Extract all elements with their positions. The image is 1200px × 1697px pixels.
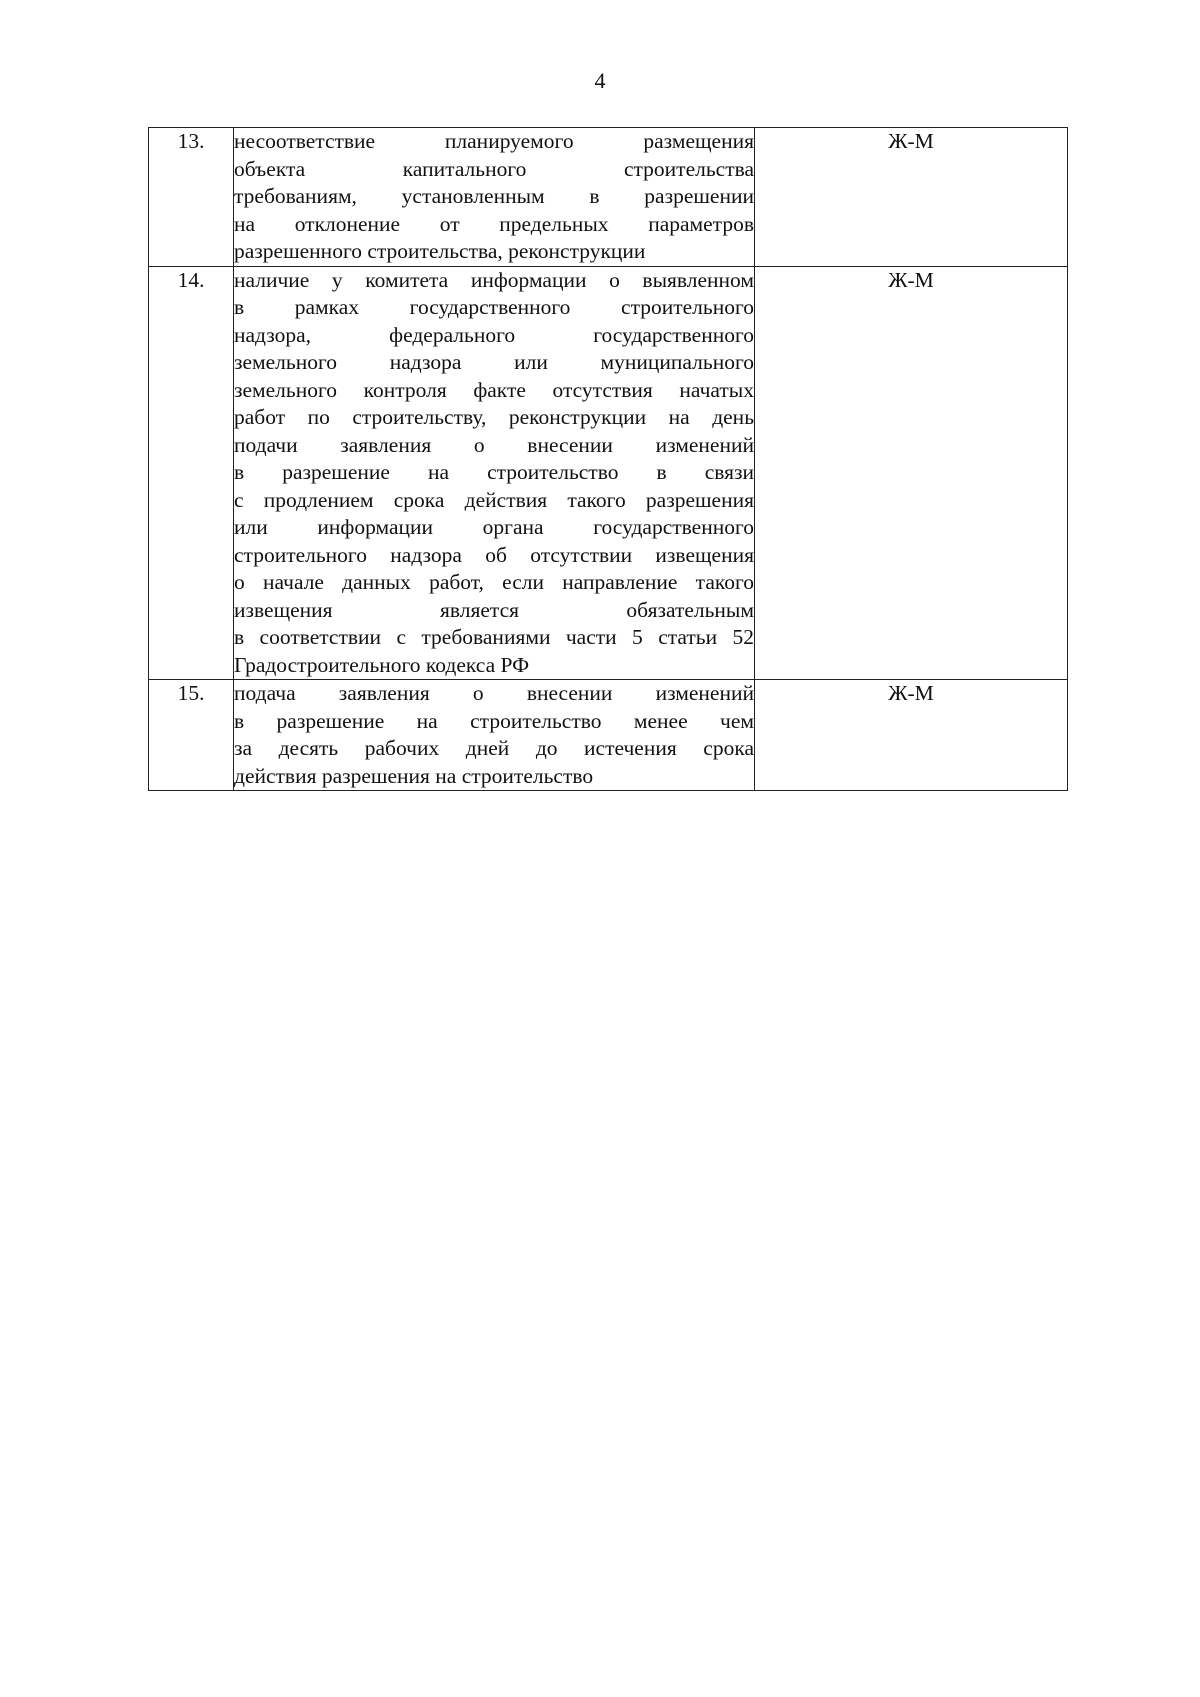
- description-line: в соответствии с требованиями части 5 статьи 52: [234, 625, 754, 649]
- description-line: надзора, федерального государственного: [234, 322, 754, 347]
- row-number: 15.: [149, 680, 234, 791]
- description-line: в рамках государственного строительного: [234, 295, 754, 319]
- requirements-table: [148, 127, 1068, 791]
- row-code: Ж-М: [755, 128, 1068, 267]
- description-line: объекта капитального строительства: [234, 156, 754, 181]
- description-line: за десять рабочих дней до истечения срока: [234, 736, 754, 760]
- description-line: земельного надзора или муниципального: [234, 350, 754, 374]
- description-line: подача заявления о внесении изменений: [234, 681, 754, 705]
- description-line: строительного надзора об отсутствии извещения: [234, 542, 754, 567]
- description-line: извещения является обязательным: [234, 597, 754, 622]
- row-code: Ж-М: [755, 680, 1068, 791]
- row-description: [234, 680, 755, 791]
- description-line: наличие у комитета информации о выявленном: [234, 267, 754, 292]
- row-number: 13.: [149, 128, 234, 267]
- row-code: Ж-М: [755, 266, 1068, 680]
- description-line: в разрешение на строительство в связи: [234, 460, 754, 484]
- description-line: подачи заявления о внесении изменений: [234, 432, 754, 457]
- description-line: работ по строительству, реконструкции на день: [234, 405, 754, 429]
- description-line: требованиям, установленным в разрешении: [234, 184, 754, 208]
- row-description: [234, 128, 755, 267]
- description-line: Градостроительного кодекса РФ: [234, 652, 530, 677]
- description-line: земельного контроля факте отсутствия начатых: [234, 377, 754, 402]
- description-line: в разрешение на строительство менее чем: [234, 708, 754, 733]
- description-line: несоответствие планируемого размещения: [234, 129, 754, 153]
- description-line: с продлением срока действия такого разрешения: [234, 487, 754, 512]
- table-row: [149, 266, 1068, 680]
- row-number: 14.: [149, 266, 234, 680]
- table-row: [149, 128, 1068, 267]
- page-number: 4: [594, 68, 606, 93]
- description-line: или информации органа государственного: [234, 515, 754, 539]
- table-row: [149, 680, 1068, 791]
- row-description: [234, 266, 755, 680]
- description-line: о начале данных работ, если направление такого: [234, 570, 754, 594]
- description-line: действия разрешения на строительство: [234, 763, 594, 788]
- description-line: на отклонение от предельных параметров: [234, 211, 754, 236]
- description-line: разрешенного строительства, реконструкции: [234, 239, 646, 263]
